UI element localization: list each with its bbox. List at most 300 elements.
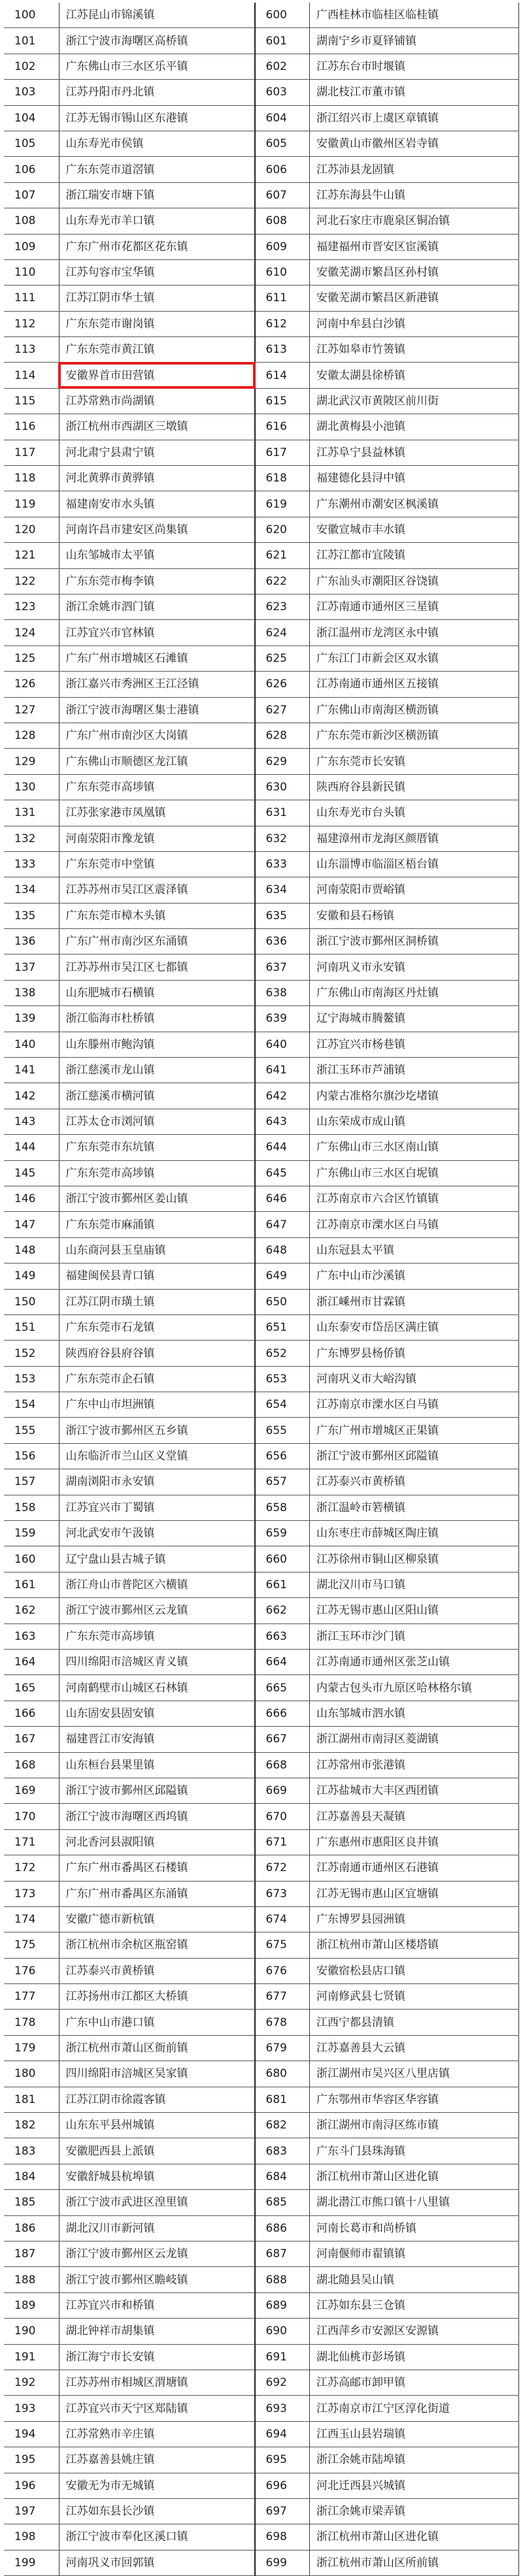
right-rank-cell: 626 xyxy=(255,672,310,697)
right-town-cell: 辽宁海城市腾鳌镇 xyxy=(310,1006,519,1032)
right-rank-cell: 603 xyxy=(255,80,310,105)
right-town-cell: 江苏南通市通州区张芝山镇 xyxy=(310,1650,519,1675)
left-rank-cell: 196 xyxy=(4,2473,59,2498)
left-town-cell: 山东商河县玉皇庙镇 xyxy=(59,1237,255,1263)
left-rank-cell: 167 xyxy=(4,1727,59,1752)
right-rank-cell: 687 xyxy=(255,2241,310,2266)
table-row xyxy=(4,2035,519,2061)
left-rank-cell: 122 xyxy=(4,568,59,594)
left-rank-cell: 124 xyxy=(4,620,59,645)
table-row xyxy=(4,774,519,800)
left-rank-cell: 189 xyxy=(4,2292,59,2318)
left-town-cell: 江苏苏州市吴江区震泽镇 xyxy=(59,877,255,903)
right-rank-cell: 642 xyxy=(255,1083,310,1109)
left-town-cell: 安徽广德市新杭镇 xyxy=(59,1906,255,1932)
right-town-cell: 河南荥阳市贾峪镇 xyxy=(310,877,519,903)
left-town-cell: 浙江杭州市萧山区衙前镇 xyxy=(59,2035,255,2061)
right-rank-cell: 602 xyxy=(255,54,310,79)
left-rank-cell: 103 xyxy=(4,80,59,105)
right-rank-cell: 605 xyxy=(255,131,310,156)
left-town-cell: 山东固安县固安镇 xyxy=(59,1701,255,1726)
left-town-cell: 广东东莞市黄江镇 xyxy=(59,337,255,363)
right-town-cell: 山东邹城市泗水镇 xyxy=(310,1701,519,1726)
table-row xyxy=(4,1264,519,1289)
right-town-cell: 山东枣庄市薛城区陶庄镇 xyxy=(310,1521,519,1546)
left-rank-cell: 129 xyxy=(4,749,59,774)
right-town-cell: 福建福州市晋安区宦溪镇 xyxy=(310,234,519,259)
table-row xyxy=(4,1443,519,1469)
right-town-cell: 浙江杭州市萧山区楼塔镇 xyxy=(310,1932,519,1958)
left-town-cell: 广东东莞市梅李镇 xyxy=(59,568,255,594)
left-rank-cell: 110 xyxy=(4,259,59,285)
table-row xyxy=(4,980,519,1005)
right-town-cell: 浙江湖州市南浔区菱湖镇 xyxy=(310,1727,519,1752)
table-row xyxy=(4,1572,519,1597)
table-row xyxy=(4,1829,519,1855)
table-row xyxy=(4,2190,519,2215)
left-rank-cell: 138 xyxy=(4,980,59,1005)
left-town-cell: 浙江杭州市西湖区三墩镇 xyxy=(59,414,255,440)
right-rank-cell: 600 xyxy=(255,3,310,28)
right-town-cell: 江苏南京市江宁区淳化街道 xyxy=(310,2396,519,2421)
right-town-cell: 山东泰安市岱岳区满庄镇 xyxy=(310,1314,519,1340)
right-town-cell: 安徽宿松县店口镇 xyxy=(310,1958,519,1983)
right-rank-cell: 699 xyxy=(255,2550,310,2575)
table-row xyxy=(4,2164,519,2189)
left-town-cell: 浙江宁波市鄞州区五乡镇 xyxy=(59,1418,255,1443)
right-town-cell: 广东潮州市潮安区枫溪镇 xyxy=(310,491,519,517)
right-rank-cell: 609 xyxy=(255,234,310,259)
left-town-cell: 河南鹤壁市山城区石林镇 xyxy=(59,1675,255,1701)
right-town-cell: 江苏沛县龙固镇 xyxy=(310,157,519,182)
left-town-cell: 河北香河县淑阳镇 xyxy=(59,1829,255,1855)
left-town-cell: 浙江余姚市泗门镇 xyxy=(59,594,255,619)
right-town-cell: 江西萍乡市安源区安源镇 xyxy=(310,2319,519,2344)
right-town-cell: 江苏嘉善县天凝镇 xyxy=(310,1804,519,1829)
right-rank-cell: 644 xyxy=(255,1135,310,1160)
left-town-cell: 浙江宁波市鄞州区邱隘镇 xyxy=(59,1778,255,1803)
left-rank-cell: 116 xyxy=(4,414,59,440)
right-town-cell: 江西宁都县清镇 xyxy=(310,2010,519,2035)
table-row xyxy=(4,1650,519,1675)
left-town-cell: 浙江宁波市海曙区高桥镇 xyxy=(59,28,255,54)
left-town-cell: 浙江宁波市鄞州区云龙镇 xyxy=(59,1598,255,1623)
right-rank-cell: 695 xyxy=(255,2447,310,2473)
left-rank-cell: 157 xyxy=(4,1469,59,1495)
table-row xyxy=(4,903,519,928)
right-rank-cell: 663 xyxy=(255,1623,310,1649)
right-town-cell: 广东惠州市惠阳区良井镇 xyxy=(310,1829,519,1855)
left-town-cell: 江苏江阴市璜土镇 xyxy=(59,1289,255,1314)
table-row xyxy=(4,28,519,54)
table-row xyxy=(4,2138,519,2164)
left-rank-cell: 107 xyxy=(4,182,59,208)
left-rank-cell: 146 xyxy=(4,1186,59,1211)
right-rank-cell: 683 xyxy=(255,2138,310,2164)
right-town-cell: 广东博罗县杨侨镇 xyxy=(310,1341,519,1366)
right-town-cell: 江苏无锡市惠山区阳山镇 xyxy=(310,1598,519,1623)
right-town-cell: 河北石家庄市鹿泉区铜冶镇 xyxy=(310,208,519,234)
left-town-cell: 江苏如东县长沙镇 xyxy=(59,2498,255,2524)
left-rank-cell: 101 xyxy=(4,28,59,54)
left-rank-cell: 131 xyxy=(4,800,59,826)
left-rank-cell: 195 xyxy=(4,2447,59,2473)
table-row xyxy=(4,259,519,285)
table-row xyxy=(4,2292,519,2318)
right-rank-cell: 671 xyxy=(255,1829,310,1855)
left-rank-cell: 104 xyxy=(4,105,59,131)
left-town-cell: 江苏苏州市吴江区七都镇 xyxy=(59,954,255,980)
left-town-cell: 浙江慈溪市龙山镇 xyxy=(59,1058,255,1083)
table-row xyxy=(4,1212,519,1237)
table-row xyxy=(4,2473,519,2498)
left-town-cell: 山东临沂市兰山区义堂镇 xyxy=(59,1443,255,1469)
right-town-cell: 山东寿光市台头镇 xyxy=(310,800,519,826)
left-rank-cell: 176 xyxy=(4,1958,59,1983)
table-row xyxy=(4,1160,519,1186)
right-rank-cell: 625 xyxy=(255,645,310,671)
right-town-cell: 浙江宁波市鄞州区洞桥镇 xyxy=(310,929,519,954)
left-rank-cell: 155 xyxy=(4,1418,59,1443)
right-rank-cell: 614 xyxy=(255,363,310,388)
table-row xyxy=(4,517,519,542)
table-row xyxy=(4,1392,519,1418)
left-town-cell: 浙江临海市杜桥镇 xyxy=(59,1006,255,1032)
left-rank-cell: 148 xyxy=(4,1237,59,1263)
left-town-cell: 广东东莞市高埗镇 xyxy=(59,1160,255,1186)
left-town-cell: 福建南安市水头镇 xyxy=(59,491,255,517)
table-row xyxy=(4,954,519,980)
left-rank-cell: 119 xyxy=(4,491,59,517)
left-town-cell: 广东东莞市高埗镇 xyxy=(59,774,255,800)
table-row xyxy=(4,1752,519,1778)
right-rank-cell: 634 xyxy=(255,877,310,903)
table-row xyxy=(4,1546,519,1572)
left-town-cell: 浙江宁波市奉化区溪口镇 xyxy=(59,2524,255,2550)
left-rank-cell: 187 xyxy=(4,2241,59,2266)
right-rank-cell: 679 xyxy=(255,2035,310,2061)
right-town-cell: 广东斗门县珠海镇 xyxy=(310,2138,519,2164)
table-row xyxy=(4,2447,519,2473)
left-town-cell: 江苏张家港市凤凰镇 xyxy=(59,800,255,826)
table-row xyxy=(4,234,519,259)
table-row xyxy=(4,1006,519,1032)
left-rank-cell: 185 xyxy=(4,2190,59,2215)
table-row xyxy=(4,697,519,723)
right-town-cell: 江苏如东县三仓镇 xyxy=(310,2292,519,2318)
table-row xyxy=(4,1341,519,1366)
right-rank-cell: 682 xyxy=(255,2113,310,2138)
left-town-cell: 河北黄骅市黄骅镇 xyxy=(59,466,255,491)
right-rank-cell: 688 xyxy=(255,2267,310,2292)
left-town-cell: 江苏嘉善县姚庄镇 xyxy=(59,2447,255,2473)
right-town-cell: 广西桂林市临桂区临桂镇 xyxy=(310,3,519,28)
right-rank-cell: 692 xyxy=(255,2370,310,2395)
right-rank-cell: 672 xyxy=(255,1855,310,1881)
right-town-cell: 浙江宁波市鄞州区邱隘镇 xyxy=(310,1443,519,1469)
table-row xyxy=(4,1932,519,1958)
table-row xyxy=(4,2267,519,2292)
left-rank-cell: 177 xyxy=(4,1984,59,2010)
right-rank-cell: 601 xyxy=(255,28,310,54)
table-row xyxy=(4,2498,519,2524)
right-town-cell: 浙江玉环市沙门镇 xyxy=(310,1623,519,1649)
left-town-cell: 江苏常熟市辛庄镇 xyxy=(59,2421,255,2447)
left-rank-cell: 123 xyxy=(4,594,59,619)
left-rank-cell: 154 xyxy=(4,1392,59,1418)
left-rank-cell: 166 xyxy=(4,1701,59,1726)
left-rank-cell: 109 xyxy=(4,234,59,259)
right-town-cell: 江苏南通市通州区五接镇 xyxy=(310,672,519,697)
left-rank-cell: 113 xyxy=(4,337,59,363)
right-rank-cell: 668 xyxy=(255,1752,310,1778)
right-town-cell: 安徽黄山市徽州区岩寺镇 xyxy=(310,131,519,156)
table-row xyxy=(4,1135,519,1160)
left-town-cell: 广东东莞市道滘镇 xyxy=(59,157,255,182)
right-rank-cell: 645 xyxy=(255,1160,310,1186)
right-town-cell: 湖北随县吴山镇 xyxy=(310,2267,519,2292)
right-town-cell: 湖南宁乡市夏铎铺镇 xyxy=(310,28,519,54)
left-rank-cell: 188 xyxy=(4,2267,59,2292)
left-town-cell: 江苏江阴市华士镇 xyxy=(59,285,255,311)
left-town-cell: 河北肃宁县肃宁镇 xyxy=(59,440,255,465)
right-town-cell: 广东江门市新会区双水镇 xyxy=(310,645,519,671)
right-town-cell: 广东汕头市潮阳区谷饶镇 xyxy=(310,568,519,594)
table-row xyxy=(4,388,519,414)
table-row xyxy=(4,1701,519,1726)
right-rank-cell: 690 xyxy=(255,2319,310,2344)
right-town-cell: 浙江余姚市陆埠镇 xyxy=(310,2447,519,2473)
right-rank-cell: 621 xyxy=(255,543,310,568)
left-town-cell: 浙江舟山市普陀区六横镇 xyxy=(59,1572,255,1597)
left-town-cell: 浙江宁波市海曙区西坞镇 xyxy=(59,1804,255,1829)
right-town-cell: 浙江杭州市萧山区进化镇 xyxy=(310,2524,519,2550)
left-town-cell: 江苏无锡市锡山区东港镇 xyxy=(59,105,255,131)
right-rank-cell: 648 xyxy=(255,1237,310,1263)
right-rank-cell: 610 xyxy=(255,259,310,285)
right-town-cell: 河南中牟县白沙镇 xyxy=(310,311,519,336)
left-rank-cell: 134 xyxy=(4,877,59,903)
right-rank-cell: 659 xyxy=(255,1521,310,1546)
left-town-cell: 浙江宁波市武进区湟里镇 xyxy=(59,2190,255,2215)
right-rank-cell: 684 xyxy=(255,2164,310,2189)
right-town-cell: 安徽太湖县徐桥镇 xyxy=(310,363,519,388)
right-town-cell: 河南巩义市大峪沟镇 xyxy=(310,1366,519,1392)
left-rank-cell: 191 xyxy=(4,2344,59,2370)
right-rank-cell: 638 xyxy=(255,980,310,1005)
table-row xyxy=(4,2087,519,2112)
right-rank-cell: 640 xyxy=(255,1032,310,1057)
table-row xyxy=(4,800,519,826)
right-town-cell: 江苏阜宁县益林镇 xyxy=(310,440,519,465)
left-rank-cell: 194 xyxy=(4,2421,59,2447)
left-rank-cell: 102 xyxy=(4,54,59,79)
table-row xyxy=(4,80,519,105)
table-row xyxy=(4,1958,519,1983)
left-town-cell: 辽宁盘山县古城子镇 xyxy=(59,1546,255,1572)
right-rank-cell: 612 xyxy=(255,311,310,336)
left-rank-cell: 172 xyxy=(4,1855,59,1881)
table-row xyxy=(4,1418,519,1443)
table-row xyxy=(4,2550,519,2575)
left-rank-cell: 118 xyxy=(4,466,59,491)
table-row xyxy=(4,568,519,594)
left-town-cell: 广东佛山市顺德区龙江镇 xyxy=(59,749,255,774)
left-town-cell: 福建晋江市安海镇 xyxy=(59,1727,255,1752)
right-rank-cell: 685 xyxy=(255,2190,310,2215)
table-row xyxy=(4,1778,519,1803)
left-rank-cell: 127 xyxy=(4,697,59,723)
right-town-cell: 湖北枝江市董市镇 xyxy=(310,80,519,105)
left-town-cell: 山东寿光市羊口镇 xyxy=(59,208,255,234)
left-rank-cell: 152 xyxy=(4,1341,59,1366)
left-rank-cell: 158 xyxy=(4,1495,59,1520)
ranking-table-body xyxy=(4,3,519,2576)
left-rank-cell: 153 xyxy=(4,1366,59,1392)
right-rank-cell: 620 xyxy=(255,517,310,542)
table-row xyxy=(4,1058,519,1083)
right-rank-cell: 676 xyxy=(255,1958,310,1983)
left-town-cell: 湖北钟祥市胡集镇 xyxy=(59,2319,255,2344)
right-town-cell: 浙江玉环市芦浦镇 xyxy=(310,1058,519,1083)
right-town-cell: 江西玉山县岩瑞镇 xyxy=(310,2421,519,2447)
right-rank-cell: 607 xyxy=(255,182,310,208)
right-town-cell: 浙江杭州市萧山区进化镇 xyxy=(310,2164,519,2189)
right-rank-cell: 651 xyxy=(255,1314,310,1340)
left-town-cell: 山东桓台县果里镇 xyxy=(59,1752,255,1778)
right-rank-cell: 650 xyxy=(255,1289,310,1314)
right-rank-cell: 646 xyxy=(255,1186,310,1211)
right-rank-cell: 637 xyxy=(255,954,310,980)
right-rank-cell: 656 xyxy=(255,1443,310,1469)
left-town-cell: 广东广州市番禺区石楼镇 xyxy=(59,1855,255,1881)
left-town-cell: 江苏宜兴市官林镇 xyxy=(59,620,255,645)
right-town-cell: 江苏南京市六合区竹镇镇 xyxy=(310,1186,519,1211)
table-row xyxy=(4,1186,519,1211)
right-rank-cell: 674 xyxy=(255,1906,310,1932)
left-town-cell: 浙江嘉兴市秀洲区王江泾镇 xyxy=(59,672,255,697)
left-rank-cell: 182 xyxy=(4,2113,59,2138)
left-town-cell: 广东广州市南沙区大岗镇 xyxy=(59,723,255,748)
right-town-cell: 广东广州市增城区正果镇 xyxy=(310,1418,519,1443)
right-rank-cell: 669 xyxy=(255,1778,310,1803)
left-town-cell: 河南巩义市回郭镇 xyxy=(59,2550,255,2575)
right-town-cell: 河南修武县七贤镇 xyxy=(310,1984,519,2010)
table-row xyxy=(4,2061,519,2087)
left-town-cell: 广东广州市增城区石滩镇 xyxy=(59,645,255,671)
left-rank-cell: 145 xyxy=(4,1160,59,1186)
right-rank-cell: 694 xyxy=(255,2421,310,2447)
table-row xyxy=(4,2010,519,2035)
left-town-cell: 广东东莞市中堂镇 xyxy=(59,851,255,877)
left-town-cell: 山东邹城市太平镇 xyxy=(59,543,255,568)
left-rank-cell: 150 xyxy=(4,1289,59,1314)
right-town-cell: 湖北仙桃市彭场镇 xyxy=(310,2344,519,2370)
table-row xyxy=(4,182,519,208)
left-rank-cell: 120 xyxy=(4,517,59,542)
left-rank-cell: 163 xyxy=(4,1623,59,1649)
left-town-cell: 安徽无为市无城镇 xyxy=(59,2473,255,2498)
table-row xyxy=(4,851,519,877)
right-town-cell: 河南巩义市永安镇 xyxy=(310,954,519,980)
right-rank-cell: 628 xyxy=(255,723,310,748)
left-rank-cell: 199 xyxy=(4,2550,59,2575)
table-row xyxy=(4,826,519,851)
table-row xyxy=(4,1598,519,1623)
table-row xyxy=(4,466,519,491)
right-town-cell: 内蒙古准格尔旗沙圪堵镇 xyxy=(310,1083,519,1109)
left-town-cell: 江苏宜兴市天宁区郑陆镇 xyxy=(59,2396,255,2421)
left-town-cell: 山东肥城市石横镇 xyxy=(59,980,255,1005)
left-town-cell: 广东广州市南沙区东涌镇 xyxy=(59,929,255,954)
right-town-cell: 广东博罗县园洲镇 xyxy=(310,1906,519,1932)
left-town-cell: 四川绵阳市涪城区青义镇 xyxy=(59,1650,255,1675)
table-row xyxy=(4,414,519,440)
left-town-cell: 浙江宁波市鄞州区姜山镇 xyxy=(59,1186,255,1211)
left-rank-cell: 186 xyxy=(4,2215,59,2241)
left-town-cell: 江苏常熟市尚湖镇 xyxy=(59,388,255,414)
right-rank-cell: 618 xyxy=(255,466,310,491)
left-rank-cell: 169 xyxy=(4,1778,59,1803)
left-town-cell: 四川绵阳市涪城区吴家镇 xyxy=(59,2061,255,2087)
left-town-cell: 广东广州市番禺区东涌镇 xyxy=(59,1881,255,1906)
left-town-cell: 河北武安市午汲镇 xyxy=(59,1521,255,1546)
right-town-cell: 江苏东海县牛山镇 xyxy=(310,182,519,208)
table-row xyxy=(4,1727,519,1752)
right-rank-cell: 606 xyxy=(255,157,310,182)
left-town-cell: 广东东莞市石龙镇 xyxy=(59,1314,255,1340)
right-rank-cell: 657 xyxy=(255,1469,310,1495)
table-row xyxy=(4,337,519,363)
left-town-cell: 广东中山市坦洲镇 xyxy=(59,1392,255,1418)
right-town-cell: 浙江湖州市吴兴区八里店镇 xyxy=(310,2061,519,2087)
table-row xyxy=(4,311,519,336)
right-town-cell: 广东佛山市南海区横沥镇 xyxy=(310,697,519,723)
right-town-cell: 广东东莞市长安镇 xyxy=(310,749,519,774)
table-row xyxy=(4,1984,519,2010)
left-rank-cell: 151 xyxy=(4,1314,59,1340)
table-row xyxy=(4,157,519,182)
table-row xyxy=(4,2241,519,2266)
right-town-cell: 江苏南通市通州区石港镇 xyxy=(310,1855,519,1881)
table-row xyxy=(4,2370,519,2395)
table-row xyxy=(4,491,519,517)
right-town-cell: 河南长葛市和尚桥镇 xyxy=(310,2215,519,2241)
right-town-cell: 陕西府谷县新民镇 xyxy=(310,774,519,800)
right-rank-cell: 655 xyxy=(255,1418,310,1443)
right-town-cell: 江苏徐州市铜山区柳泉镇 xyxy=(310,1546,519,1572)
table-row xyxy=(4,672,519,697)
right-rank-cell: 604 xyxy=(255,105,310,131)
right-rank-cell: 622 xyxy=(255,568,310,594)
right-town-cell: 广东东莞市新沙区横沥镇 xyxy=(310,723,519,748)
left-rank-cell: 133 xyxy=(4,851,59,877)
right-rank-cell: 632 xyxy=(255,826,310,851)
left-rank-cell: 171 xyxy=(4,1829,59,1855)
left-town-cell: 浙江宁波市鄞州区瞻岐镇 xyxy=(59,2267,255,2292)
table-row xyxy=(4,105,519,131)
table-row xyxy=(4,877,519,903)
right-rank-cell: 681 xyxy=(255,2087,310,2112)
left-town-cell: 浙江慈溪市横河镇 xyxy=(59,1083,255,1109)
left-rank-cell: 142 xyxy=(4,1083,59,1109)
right-rank-cell: 667 xyxy=(255,1727,310,1752)
left-town-cell: 江苏太仓市浏河镇 xyxy=(59,1109,255,1134)
highlighted-town-cell: 安徽界首市田营镇 xyxy=(59,363,255,388)
right-rank-cell: 652 xyxy=(255,1341,310,1366)
right-rank-cell: 629 xyxy=(255,749,310,774)
right-rank-cell: 680 xyxy=(255,2061,310,2087)
